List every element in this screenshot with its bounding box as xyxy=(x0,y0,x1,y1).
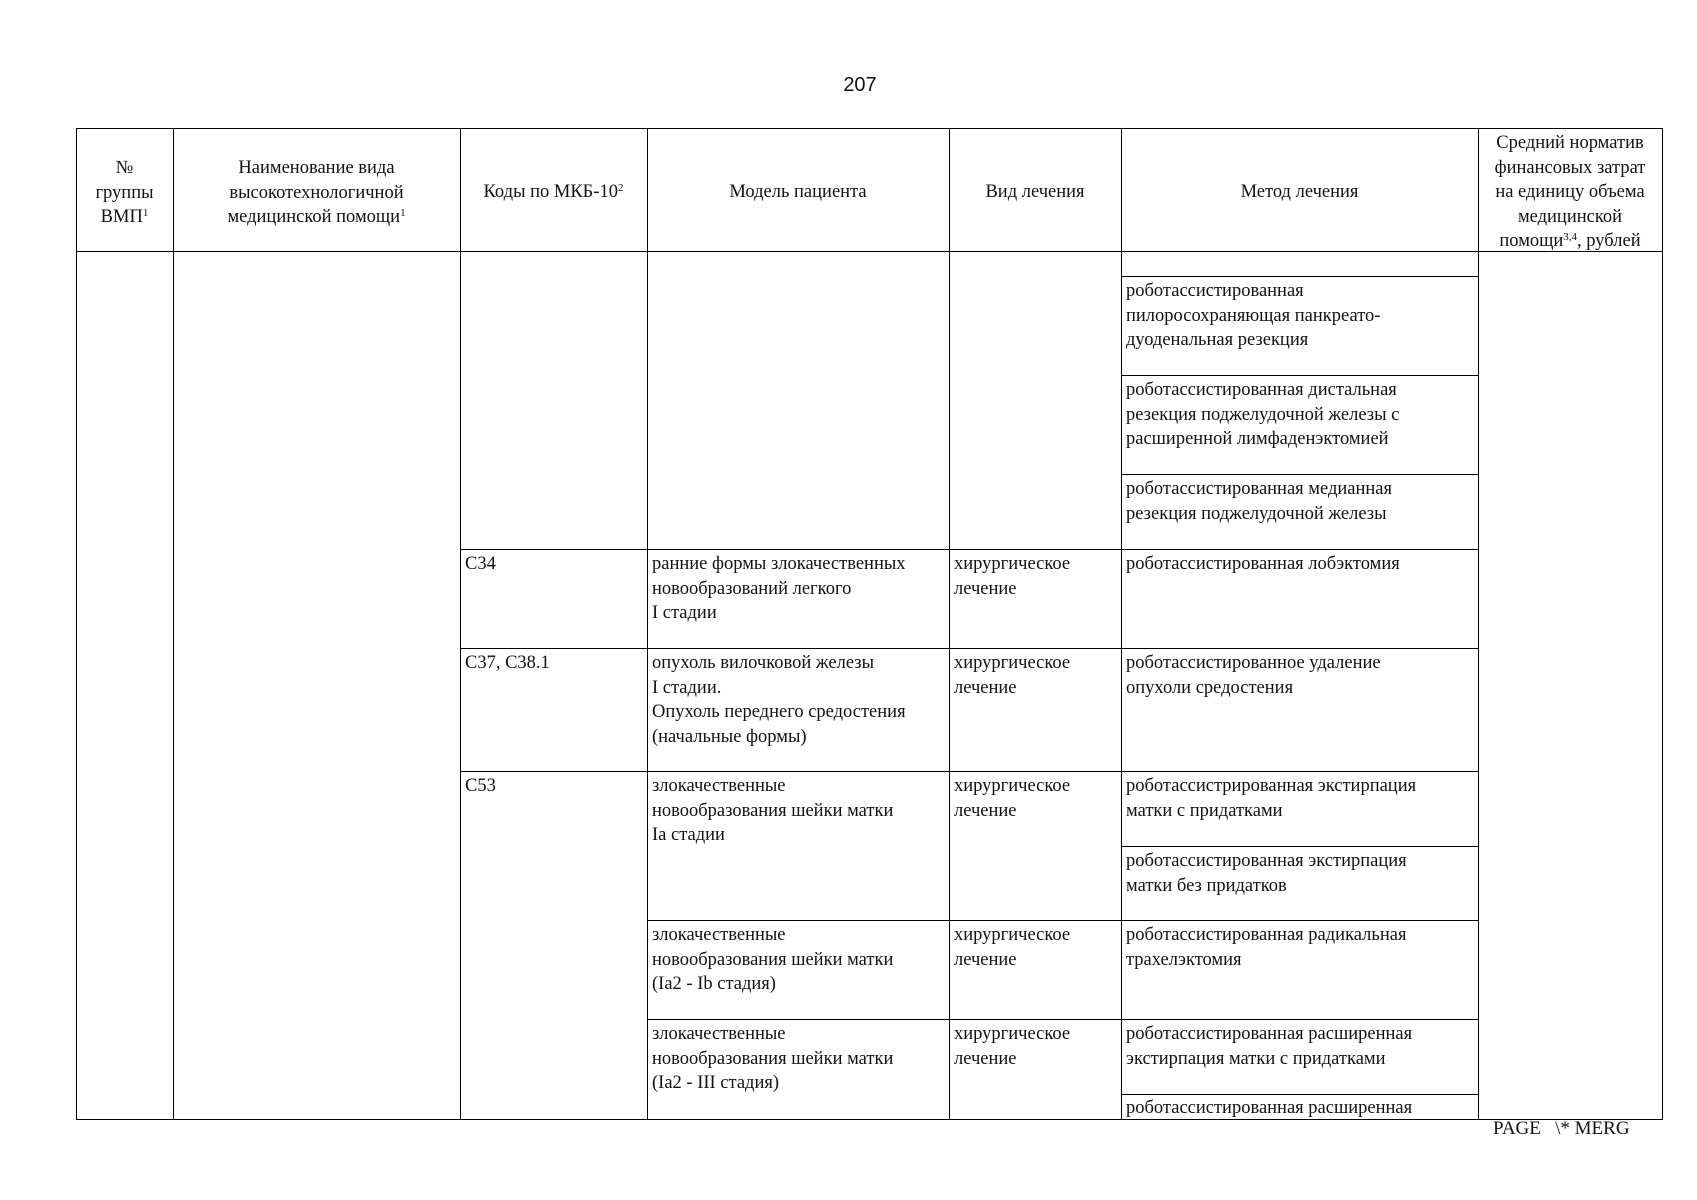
type-cell: хирургическое лечение xyxy=(954,925,1071,970)
model-cell: злокачественные новообразования шейки матки Ia стадии xyxy=(652,776,894,845)
code-cell: C53 xyxy=(465,776,496,796)
header-treatment-method: Метод лечения xyxy=(1240,182,1359,202)
method-cell: роботассистированная расширенная экстирпация матки с придатками xyxy=(1126,1024,1413,1069)
model-cell: опухоль вилочковой железы I стадии. Опухоль переднего средостения (начальные формы) xyxy=(652,653,906,747)
model-cell: злокачественные новообразования шейки матки (Ia2 - III стадия) xyxy=(652,1024,894,1093)
header-cost-norm: Средний норматив финансовых затрат на единицу объема медицинской помощи$^{3,4}$, рублей xyxy=(1494,133,1646,251)
code-cell: C37, C38.1 xyxy=(465,653,550,673)
type-cell: хирургическое лечение xyxy=(954,554,1071,599)
model-cell: злокачественные новообразования шейки матки (Ia2 - Ib стадия) xyxy=(652,925,894,994)
method-cell: роботассистированное удаление опухоли средостения xyxy=(1126,653,1381,698)
method-cell: роботассистированная расширенная xyxy=(1126,1098,1413,1118)
code-cell: C34 xyxy=(465,554,496,574)
method-cell: роботассистированная дистальная резекция поджелудочной железы с расширенной лимфаденэктомией xyxy=(1126,380,1400,449)
type-cell: хирургическое лечение xyxy=(954,653,1071,698)
method-cell: роботассистированная пилоросохраняющая панкреато- дуоденальная резекция xyxy=(1126,281,1381,350)
method-cell: роботассистированная радикальная трахелэктомия xyxy=(1126,925,1407,970)
method-cell: роботассистированная лобэктомия xyxy=(1126,554,1400,574)
model-cell: ранние формы злокачественных новообразований легкого I стадии xyxy=(652,554,906,623)
header-patient-model: Модель пациента xyxy=(729,182,867,202)
header-treatment-type: Вид лечения xyxy=(985,182,1085,202)
type-cell: хирургическое лечение xyxy=(954,1024,1071,1069)
method-cell: роботассистированная экстирпация матки без придатков xyxy=(1126,851,1407,896)
type-cell: хирургическое лечение xyxy=(954,776,1071,821)
header-vmp-name: Наименование вида высокотехнологичной медицинской помощи$^1$ xyxy=(227,158,406,227)
page-number: 207 xyxy=(843,74,877,96)
method-cell: роботассистированная медианная резекция поджелудочной железы xyxy=(1126,479,1393,524)
header-icd-codes: Коды по МКБ-$10^2$ xyxy=(483,182,624,202)
header-group-no: № группы ВМП$^1$ xyxy=(95,158,154,227)
method-cell: роботассистрированная экстирпация матки с придатками xyxy=(1126,776,1417,821)
footer-field-code: PAGE \* MERG xyxy=(1493,1118,1630,1139)
